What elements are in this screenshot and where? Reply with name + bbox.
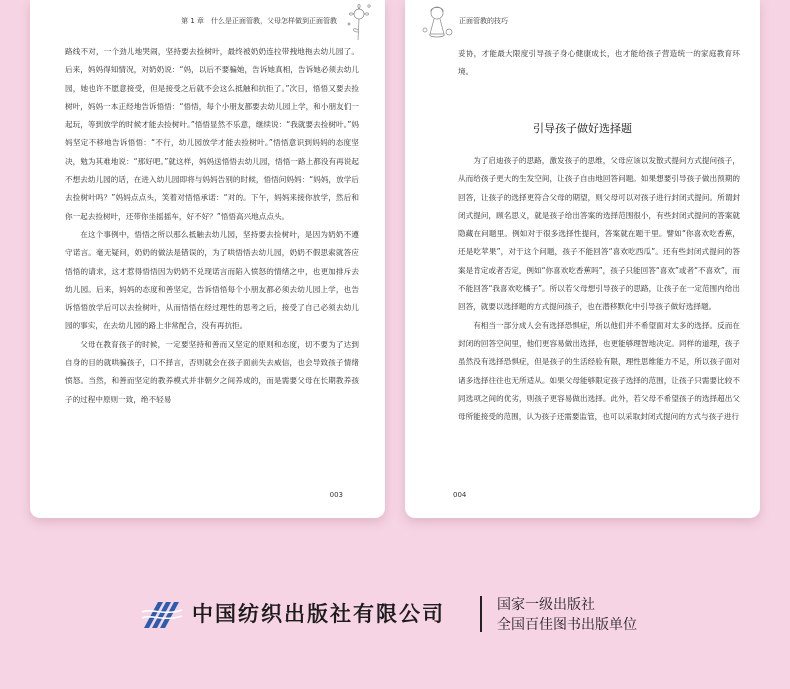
publisher-logo-icon: [140, 598, 184, 632]
paragraph: 为了启迪孩子的思路，激发孩子的思维，父母应该以发散式提问方式提问孩子，从而给孩子更大的生发空间，让孩子自由地回答问题。如果想要引导孩子做出预期的回答，让孩子的选择更符合父母的期望，则父母可以对孩子进行封闭式提问。所谓封闭式提问，顾名思义，就是孩子给出答案的选择范围很小，有些封闭式提问的答案就隐藏在问题里。例如对于很多选择性提问，答案就在题干里。譬如“你喜欢吃香蕉，还是吃苹果”，对于这个问题，孩子不能回答“喜欢吃西瓜”。还有些封闭式提问的答案是肯定或者否定，例如“你喜欢吃香蕉吗”，孩子只能回答“喜欢”或者“不喜欢”，而不能回答“我喜欢吃橘子”。所以若父母想引导孩子的思路，让孩子在一定范围内给出回答，就要以选择题的方式提问孩子，也在潜移默化中引导孩子做好选择题。: [458, 156, 740, 312]
page-number: 004: [453, 491, 467, 499]
publisher-honor-line: 全国百佳图书出版单位: [497, 617, 637, 633]
page-number: 003: [329, 491, 343, 499]
flower-sketch-icon: [341, 2, 377, 42]
book-page-right: [405, 0, 760, 518]
body-text-intro: [458, 45, 740, 82]
footer-divider: [480, 596, 482, 632]
paragraph: 路线不对，一个劲儿地哭闹，坚持要去捡树叶，最终被奶奶连拉带拽地拖去幼儿园了。后来，妈妈得知情况，对奶奶说：“妈，以后不要骗她，告诉她真相，告诉她必须去幼儿园，她也许不愿意接受，但是接受之后就不会这么抵触和抗拒了。”次日，悟悟又要去捡树叶，妈妈一本正经地告诉悟悟：“悟悟，每个小朋友都要去幼儿园上学，和小朋友们一起玩，等到放学的时候才能去捡树叶。”悟悟显然不乐意，继续说：“我就要去捡树叶。”妈妈坚定不移地告诉悟悟：“不行，幼儿园放学才能去捡树叶。”悟悟意识到妈妈的态度坚决，勉为其难地说：“那好吧。”就这样，妈妈送悟悟去幼儿园，悟悟一路上都没有再说起不想去幼儿园的话，在进入幼儿园即将与妈妈告别的时候，悟悟问妈妈：“妈妈，放学后去捡树叶吗？”妈妈点点头，笑着对悟悟承诺：“对的。下午，妈妈来接你放学，然后和你一起去捡树叶，还带你坐摇摇车，好不好？”悟悟高兴地点点头。: [65, 47, 359, 221]
publisher-honor-line: 国家一级出版社: [497, 597, 595, 613]
girl-sketch-icon: [419, 2, 455, 42]
section-title: 引导孩子做好选择题: [533, 122, 632, 135]
book-page-left: [30, 0, 385, 518]
paragraph: 在这个事例中，悟悟之所以那么抵触去幼儿园，坚持要去捡树叶，是因为奶奶不遵守诺言。毫无疑问，奶奶的做法是错误的，为了哄悟悟去幼儿园，奶奶不假思索就答应悟悟的请求，这才惹得悟悟因为奶奶不兑现诺言而陷入愤怒的情绪之中，也更加排斥去幼儿园。后来，妈妈的态度和善坚定，告诉悟悟每个小朋友都必须去幼儿园上学，也告诉悟悟放学后可以去捡树叶，从而悟悟在经过理性的思考之后，接受了自己必须去幼儿园的事实，在去幼儿园的路上非常配合，没有再抗拒。: [65, 229, 359, 331]
body-text: [65, 43, 359, 409]
publisher-name: 中国纺织出版社有限公司: [192, 601, 445, 626]
paragraph: 妥协，才能最大限度引导孩子身心健康成长，也才能给孩子营造统一的家庭教育环境。: [458, 49, 740, 77]
running-header: 正面管教的技巧: [459, 17, 508, 25]
paragraph: 有相当一部分成人会有选择恐惧症，所以他们并不希望面对太多的选择。反而在封闭的回答空间里，他们更容易做出选择，也更能够理智地决定。同样的道理，孩子虽然没有选择恐惧症，但是孩子的生活经验有限，理性思维能力不足，所以孩子面对诸多选择往往也无所适从。如果父母能够限定孩子选择的范围，让孩子只需要比较不同选项之间的优劣，则孩子更容易做出选择。此外，若父母不希望孩子的选择超出父母所能接受的范围，认为孩子还需要监管，也可以采取封闭式提问的方式与孩子进行: [458, 320, 740, 422]
running-header: 第 1 章 什么是正面管教，父母怎样做到正面管教: [181, 17, 337, 25]
paragraph: 父母在教育孩子的时候，一定要坚持和善而又坚定的原则和态度，切不要为了达到自身的目的就哄骗孩子，口不择言，否则就会在孩子面前失去威信，也会导致孩子情绪愤怒。当然，和善而坚定的教养模式并非朝夕之间养成的，而是需要父母在长期教养孩子的过程中原则一致，绝不轻易: [65, 339, 359, 404]
body-text: [458, 152, 740, 426]
publisher-footer: [0, 590, 790, 640]
